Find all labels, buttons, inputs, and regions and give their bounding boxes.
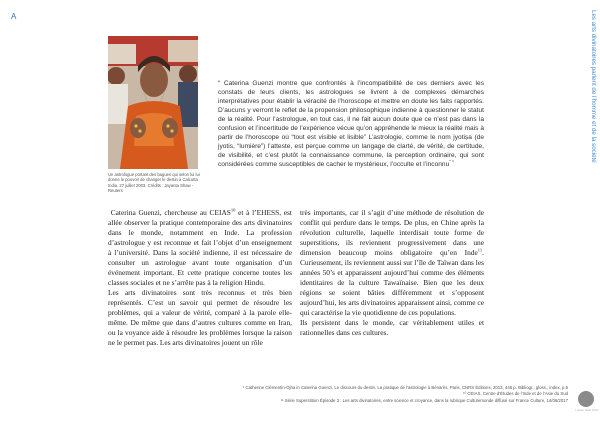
- footnote-ref[interactable]: 11: [477, 247, 483, 253]
- side-title: Les arts divinatoires parlent de l’homme et de la société: [590, 10, 597, 163]
- paragraph: Les arts divinatoires sont très reconnus et très bien représentés. C’est un savoir qui permet de résoudre les problèmes, qui a valeur de vérité, comparé à la parole elle-même. De même que dans d’autres cultures comme en Iran, ou la voyance aide à résoudre les problèmes lorsque la raison ne le permet pas. Les arts divinatoires jouent un rôle: [108, 287, 292, 347]
- paragraph-text: Caterina Guenzi, chercheuse au CEIAS: [110, 208, 231, 217]
- pull-quote-text: “ Caterina Guenzi montre que confrontés à l’incompatibilité de ces derniers avec les constats de leurs clients, les astrologues se livrent à de complexes démarches interprétatives pour établir la véracité de l’horoscope et mettre en doute les faits rapportés. D’aucuns y verront le reflet de la propension philosophique indienne à questionner le statut de la réalité. Pour l’astrologue, en tout cas, il ne fait aucun doute que ce n’est pas dans la confusion et l’incertitude de l’expérience vécue qu’on appréhende le mieux la réalité mais à partir de l’horoscope où “tout est visible et lisible” L’astrologie, comme le nom jyotiṣa (de jyotis, “lumière”) l’atteste, est perçue comme un langage de clarté, de vérité, de certitude, de visibilité, et c’est plutôt la connaissance commune, la perception ordinaire, qui sont considérées comme susceptibles de cacher le mystérieux, l’occulte et l’inconnu: [218, 80, 484, 168]
- page-marker-icon: [578, 391, 594, 407]
- paragraph: Ils persistent dans le monde, car véritablement utiles et rationnelles dans ces cultures.: [300, 317, 484, 337]
- pull-quote: [218, 80, 484, 170]
- footnote: ¹⁰ CEIAS, Centre d’Études de l’Inde et de l’Asie du Sud: [463, 391, 568, 397]
- astrologer-photo: [108, 36, 198, 169]
- paragraph-text: très importants, car il s’agit d’une méthode de résolution de conflit qui perdure dans le temps. De plus, en Chine après la révolution culturelle, laquelle interdisait toute forme de superstitions, ils reviennent progressivement dans une dimension beaucoup moins obligatoire qu’en Inde: [300, 208, 484, 257]
- paragraph: [300, 208, 484, 318]
- corner-mark: A: [11, 12, 17, 21]
- astrologer-photo-illustration: [108, 36, 198, 169]
- paragraph-text: . Curieusement, ils reviennent aussi sur l’île de Taïwan dans les années 50’s et apparaissent aujourd’hui comme des éléments identitaires de la culture Tawaïnaise. Bien que les deux régions se soient bâties différemment et s’opposent aujourd’hui, les arts divinatoires apparaissent ainsi, comme ce qui caractérise la vie quotidienne de ces populations.: [300, 247, 484, 317]
- footnote-ref[interactable]: 10: [230, 207, 236, 213]
- page-label: Lucien Sarti 2017: [575, 408, 599, 412]
- footnotes: [208, 385, 568, 404]
- pull-quote-footnote-marker: ” ⁹: [449, 158, 454, 164]
- paragraph-text: et à l’EHESS, est allée observer la pratique contemporaine des arts divinatoires dans le monde, notamment en Inde. La profession d’astrologue y est reconnue et fait l’objet d’un enseignement à l’université. Dans la société indienne, il est nécessaire de consulter un astrologue avant toute organisation d’un événement important. Et cette pratique concerne toutes les classes sociales et ne s’arrête pas à la religion Hindu.: [108, 208, 292, 287]
- footnote: ⁹ Catherine Clémentin-Ojha in Caterina Guenzi, Le discours du destin. La pratique de l’astrologie à Bénarès, Paris, CNRS Éditions, 2013, 446 p. Bibliogr., gloss., index, p.5: [242, 385, 568, 390]
- body-column-right: [300, 208, 484, 338]
- paragraph: [108, 208, 292, 288]
- footnote: ¹¹ Série Superstition Épisode 3 : Les arts divinatoires, entre science et croyance, dans la rubrique Culturemonde diffusé sur France Culture, 14/06/2017: [280, 397, 568, 403]
- photo-caption: Un astrologue portant des bagues qui selon lui lui donne le pouvoir de changer le destin à Calcutta India. 27 juillet 2003. Crédits : Jayanta Shaw - Reuters: [108, 172, 200, 193]
- body-column-left: [108, 208, 292, 348]
